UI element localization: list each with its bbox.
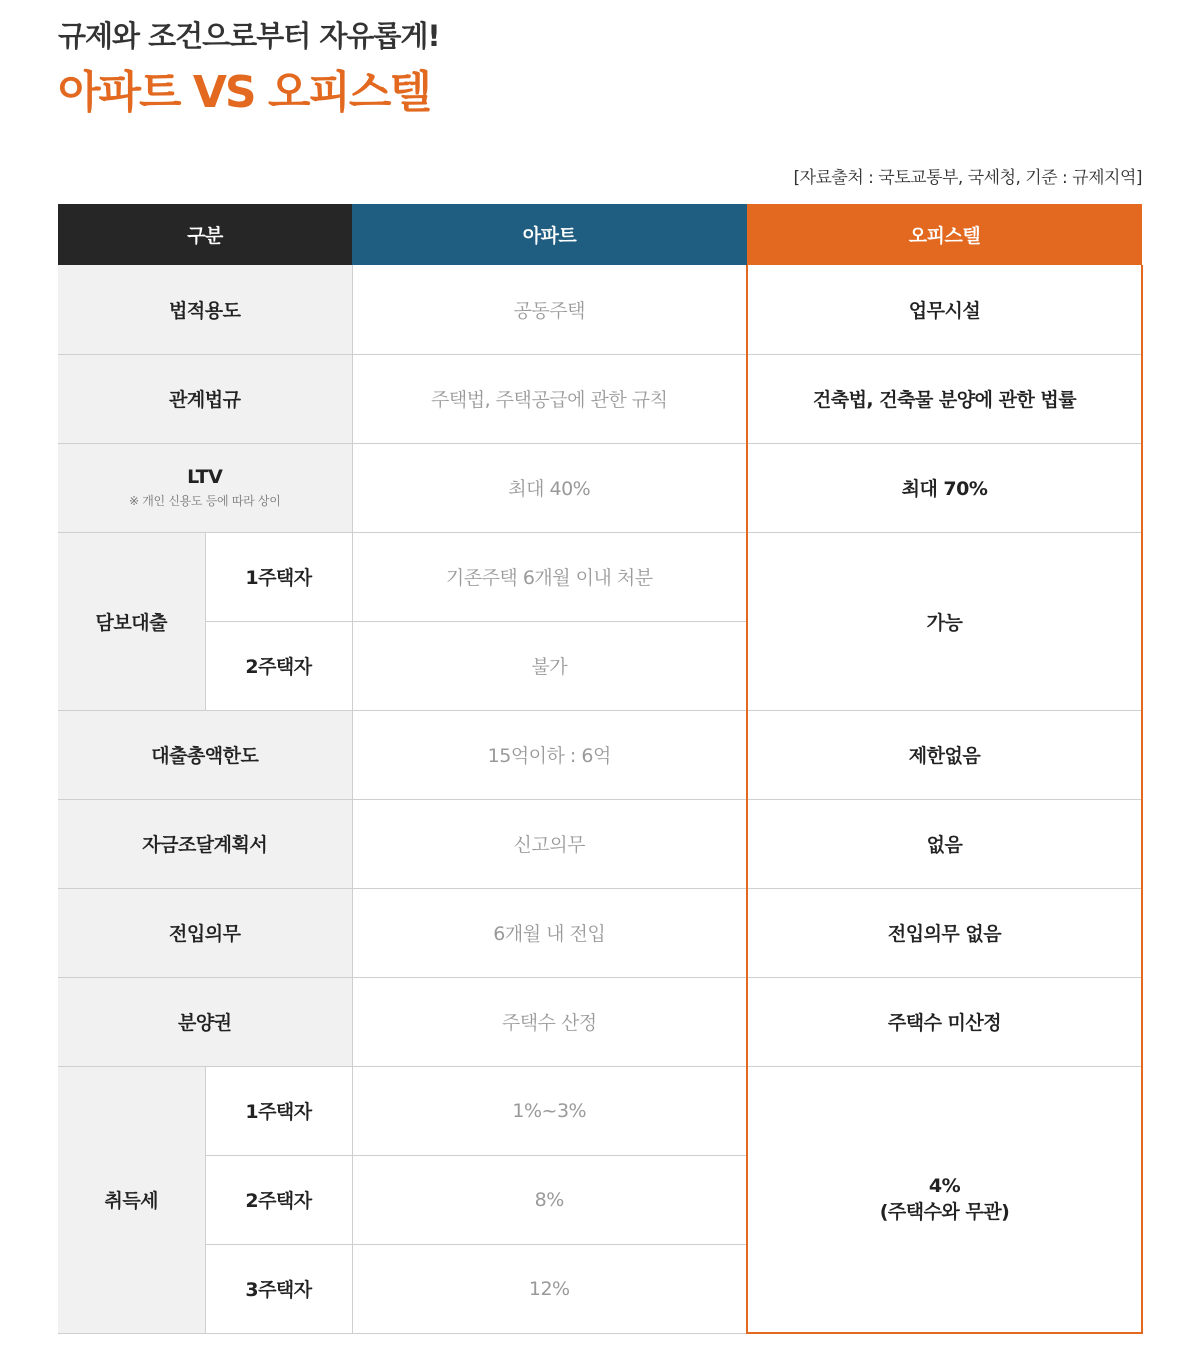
header-officetel: 오피스텔	[747, 204, 1142, 265]
row-label-legal-use: 법적용도	[58, 265, 352, 354]
acquisition-tax-sub-2: 2주택자	[205, 1155, 352, 1244]
acquisition-tax-sub-3: 3주택자	[205, 1244, 352, 1333]
table-row	[58, 1066, 1142, 1155]
officetel-acquisition-tax-note: (주택수와 무관)	[879, 1200, 1010, 1223]
officetel-ltv: 최대 70%	[747, 443, 1142, 532]
page-subtitle: 규제와 조건으로부터 자유롭게!	[58, 19, 440, 53]
officetel-mortgage: 가능	[747, 532, 1142, 710]
apartment-ltv: 최대 40%	[352, 443, 747, 532]
officetel-presale-right: 주택수 미산정	[747, 977, 1142, 1066]
apartment-mortgage-1: 기존주택 6개월 이내 처분	[352, 532, 747, 621]
apartment-laws: 주택법, 주택공급에 관한 규칙	[352, 354, 747, 443]
comparison-table-container	[58, 204, 1142, 1334]
apartment-funding-plan: 신고의무	[352, 799, 747, 888]
table-row	[58, 799, 1142, 888]
acquisition-tax-sub-1: 1주택자	[205, 1066, 352, 1155]
table-row	[58, 977, 1142, 1066]
ltv-note: ※ 개인 신용도 등에 따라 상이	[128, 494, 281, 508]
page-title: 아파트 VS 오피스텔	[58, 67, 430, 118]
row-label-funding-plan: 자금조달계획서	[58, 799, 352, 888]
officetel-legal-use: 업무시설	[747, 265, 1142, 354]
apartment-move-in: 6개월 내 전입	[352, 888, 747, 977]
table-header-row	[58, 204, 1142, 265]
row-label-ltv: LTV	[187, 466, 223, 488]
apartment-presale-right: 주택수 산정	[352, 977, 747, 1066]
table-row	[58, 710, 1142, 799]
row-label-ltv-cell	[58, 443, 352, 532]
row-label-laws: 관계법규	[58, 354, 352, 443]
row-label-presale-right: 분양권	[58, 977, 352, 1066]
table-row	[58, 354, 1142, 443]
row-label-move-in: 전입의무	[58, 888, 352, 977]
header-category: 구분	[58, 204, 352, 265]
officetel-acquisition-tax-rate: 4%	[928, 1174, 961, 1197]
row-label-mortgage: 담보대출	[58, 532, 205, 710]
table-row	[58, 443, 1142, 532]
comparison-table	[58, 204, 1143, 1334]
apartment-mortgage-2: 불가	[352, 621, 747, 710]
apartment-loan-limit: 15억이하 : 6억	[352, 710, 747, 799]
table-row	[58, 888, 1142, 977]
mortgage-sub-2: 2주택자	[205, 621, 352, 710]
row-label-acquisition-tax: 취득세	[58, 1066, 205, 1333]
apartment-acquisition-tax-3: 12%	[352, 1244, 747, 1333]
mortgage-sub-1: 1주택자	[205, 532, 352, 621]
source-note: [자료출처 : 국토교통부, 국세청, 기준 : 규제지역]	[793, 168, 1142, 188]
table-row	[58, 532, 1142, 621]
officetel-move-in: 전입의무 없음	[747, 888, 1142, 977]
row-label-loan-limit: 대출총액한도	[58, 710, 352, 799]
apartment-legal-use: 공동주택	[352, 265, 747, 354]
table-row	[58, 265, 1142, 354]
apartment-acquisition-tax-1: 1%~3%	[352, 1066, 747, 1155]
officetel-acquisition-tax	[747, 1066, 1142, 1333]
officetel-loan-limit: 제한없음	[747, 710, 1142, 799]
officetel-funding-plan: 없음	[747, 799, 1142, 888]
officetel-laws: 건축법, 건축물 분양에 관한 법률	[747, 354, 1142, 443]
apartment-acquisition-tax-2: 8%	[352, 1155, 747, 1244]
header-apartment: 아파트	[352, 204, 747, 265]
